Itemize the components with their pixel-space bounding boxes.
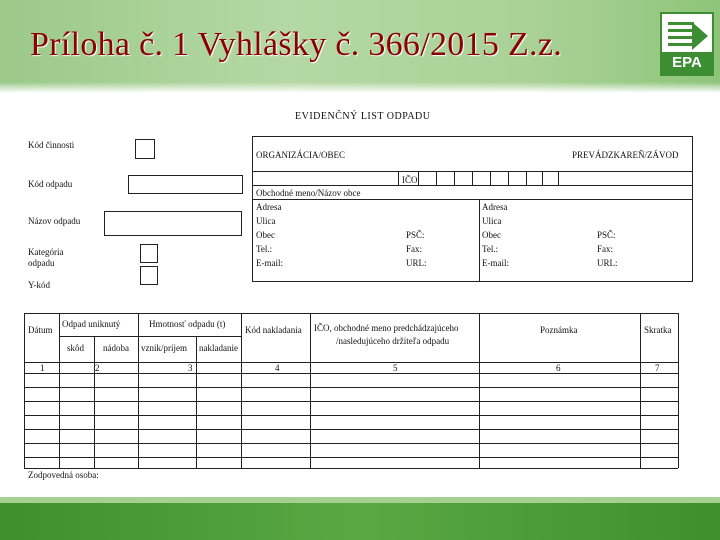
slide-header [0,0,720,92]
col-num-6: 6 [556,363,561,373]
left-addr-5: E-mail: [256,258,283,268]
epa-logo [660,12,714,76]
label-kategoria-2: odpadu [28,258,55,268]
kod-cinnosti-box[interactable] [135,139,155,159]
left-fax: Fax: [406,244,423,254]
kategoria-box-2[interactable] [140,266,158,285]
right-addr-1: Adresa [482,202,508,212]
th-hmotnost: Hmotnosť odpadu (t) [149,319,226,329]
col-num-3: 3 [188,363,193,373]
th-sub-2: nádoba [103,343,129,353]
right-url: URL: [597,258,618,268]
nazov-odpadu-field[interactable] [104,211,242,236]
th-ico: IČO, obchodné meno predchádzajúceho [314,323,459,333]
th-odpad: Odpad uniknutý [62,319,121,329]
left-addr-3: Obec [256,230,275,240]
col-num-1: 1 [40,363,45,373]
th-datum: Dátum [28,325,53,335]
right-addr-4: Tel.: [482,244,499,254]
left-url: URL: [406,258,427,268]
right-fax: Fax: [597,244,614,254]
arrow-right-icon [692,22,708,50]
th-ico-2: /nasledujúceho držiteľa odpadu [336,336,450,346]
evidence-form-scan [20,103,700,480]
label-obchodne-meno: Obchodné meno/Názov obce [256,188,361,198]
slide-title: Príloha č. 1 Vyhlášky č. 366/2015 Z.z. [30,26,563,63]
left-addr-2: Ulica [256,216,276,226]
slide-footer-bar [0,497,720,540]
th-skratka: Skratka [644,325,672,335]
left-psc: PSČ: [406,230,425,240]
right-addr-3: Obec [482,230,501,240]
left-addr-4: Tel.: [256,244,273,254]
col-num-5: 5 [393,363,398,373]
th-poznamka: Poznámka [540,325,578,335]
label-organizacia: ORGANIZÁCIA/OBEC [256,150,345,160]
th-sub-4: nakladanie [199,343,238,353]
label-kod-cinnosti: Kód činnosti [28,140,75,150]
col-num-2: 2 [95,363,100,373]
right-psc: PSČ: [597,230,616,240]
document-lines-icon [668,22,694,50]
th-kod-nakladania: Kód nakladania [245,325,302,335]
logo-text: EPA [662,52,712,74]
label-kategoria: Kategória [28,247,64,257]
form-heading: EVIDENČNÝ LIST ODPADU [295,111,431,122]
kod-odpadu-field[interactable] [128,175,243,194]
left-addr-1: Adresa [256,202,282,212]
th-sub-3: vznik/príjem [141,343,187,353]
label-ico: IČO [402,175,418,185]
col-num-7: 7 [655,363,660,373]
th-sub-1: skôd [67,343,85,353]
label-kod-odpadu: Kód odpadu [28,179,73,189]
label-y-kod: Y-kód [28,280,50,290]
right-addr-2: Ulica [482,216,502,226]
label-prevadzkaren: PREVÁDZKAREŇ/ZÁVOD [572,150,679,160]
right-addr-5: E-mail: [482,258,509,268]
label-nazov-odpadu: Názov odpadu [28,216,81,226]
col-num-4: 4 [275,363,280,373]
label-zodpovedna-osoba: Zodpovedná osoba: [28,470,99,480]
kategoria-box-1[interactable] [140,244,158,263]
